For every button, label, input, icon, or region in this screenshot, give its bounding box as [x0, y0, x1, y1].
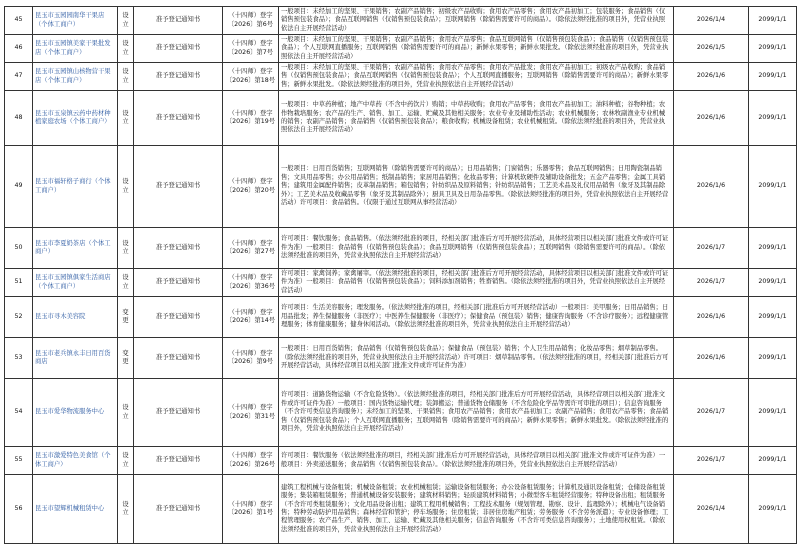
- change-type: 设立: [118, 91, 134, 146]
- change-type: 设立: [118, 379, 134, 447]
- registration-number: （十四师）登字〔2026〕第9号: [223, 338, 279, 379]
- end-date: 2099/1/1: [749, 297, 797, 338]
- row-number: 53: [5, 338, 33, 379]
- entity-name: 昆玉市寻木美容院: [33, 297, 118, 338]
- document-type: 准予登记通知书: [134, 35, 223, 63]
- business-scope: 一般项目：日用百货销售；食品销售（仅销售预包装食品）；保健食品（预包装）销售；个人卫生用品销售；化妆品零售；烟草制品零售。（除依法须经批准的项目外，凭营业执照依法自主开展经营活动）许可项目：烟草制品零售。（依法须经批准的项目，经相关部门批准后方可开展经营活动，具体经营项目以相关部门批准文件或许可证件为准）: [279, 338, 674, 379]
- end-date: 2099/1/1: [749, 35, 797, 63]
- start-date: 2026/1/7: [674, 269, 749, 297]
- business-scope: 许可项目：餐饮服务（依法须经批准的项目，经相关部门批准后方可开展经营活动，具体经营项目以相关部门批准文件或许可证件为准）一般项目：外卖递送服务；食品销售（仅销售预包装食品）。（除依法须经批准的项目外，凭营业执照依法自主开展经营活动）: [279, 447, 674, 475]
- table-row: [5, 379, 797, 447]
- row-number: 48: [5, 91, 33, 146]
- registration-number: （十四师）登字〔2026〕第1号: [223, 475, 279, 544]
- change-type: 设立: [118, 35, 134, 63]
- document-type: 准予登记通知书: [134, 379, 223, 447]
- document-type: 准予登记通知书: [134, 447, 223, 475]
- change-type: 设立: [118, 269, 134, 297]
- registration-table: [4, 6, 797, 544]
- start-date: 2026/1/6: [674, 338, 749, 379]
- row-number: 45: [5, 7, 33, 35]
- document-type: 准予登记通知书: [134, 475, 223, 544]
- start-date: 2026/1/7: [674, 228, 749, 269]
- start-date: 2026/1/7: [674, 447, 749, 475]
- change-type: 设立: [118, 475, 134, 544]
- start-date: 2026/1/7: [674, 379, 749, 447]
- end-date: 2099/1/1: [749, 475, 797, 544]
- table-row: [5, 7, 797, 35]
- registration-number: （十四师）登字〔2026〕第14号: [223, 297, 279, 338]
- document-type: 准予登记通知书: [134, 269, 223, 297]
- change-type: 变更: [118, 297, 134, 338]
- table-row: [5, 269, 797, 297]
- row-number: 47: [5, 63, 33, 91]
- end-date: 2099/1/1: [749, 269, 797, 297]
- change-type: 设立: [118, 228, 134, 269]
- registration-number: （十四师）登字〔2026〕第20号: [223, 146, 279, 228]
- registration-number: （十四师）登字〔2026〕第6号: [223, 7, 279, 35]
- entity-name: 昆玉市福轩格子商行（个体工商户）: [33, 146, 118, 228]
- start-date: 2026/1/6: [674, 63, 749, 91]
- row-number: 56: [5, 475, 33, 544]
- table-row: [5, 297, 797, 338]
- change-type: 变更: [118, 338, 134, 379]
- end-date: 2099/1/1: [749, 91, 797, 146]
- end-date: 2099/1/1: [749, 447, 797, 475]
- table-row: [5, 447, 797, 475]
- document-type: 准予登记通知书: [134, 63, 223, 91]
- business-scope: 一般项目：中草药种植；地产中草药（不含中药饮片）购销；中草药收购；食用农产品零售；食用农产品初加工；油料种植；谷物种植；农作物栽培服务；农产品的生产、销售、加工、运输、贮藏及其他相关服务；农业专业及辅助性活动；农业机械服务；农林牧副渔业专业机械的销售；农副产品销售；食品销售（仅销售预包装食品）；粮食收购；机械设备租赁；农业机械租赁。（除依法须经批准的项目外，凭营业执照依法自主开展经营活动）: [279, 91, 674, 146]
- business-scope: 许可项目：家禽饲养；家禽屠宰。（依法须经批准的项目，经相关部门批准后方可开展经营活动，具体经营项目以相关部门批准文件或许可证件为准）一般项目：食品销售（仅销售预包装食品）；饲料添加剂销售；牲畜销售。（除依法须经批准的项目外，凭营业执照依法自主开展经营活动）: [279, 269, 674, 297]
- entity-name: 昆玉市玉园镇俱家生活商店（个体工商户）: [33, 269, 118, 297]
- registration-number: （十四师）登字〔2026〕第31号: [223, 379, 279, 447]
- entity-name: 昆玉市爱华物流服务中心: [33, 379, 118, 447]
- end-date: 2099/1/1: [749, 379, 797, 447]
- document-type: 准予登记通知书: [134, 91, 223, 146]
- row-number: 49: [5, 146, 33, 228]
- registration-number: （十四师）登字〔2026〕第26号: [223, 447, 279, 475]
- table-row: [5, 475, 797, 544]
- entity-name: 昆玉市李夏奶茶店（个体工商户）: [33, 228, 118, 269]
- row-number: 50: [5, 228, 33, 269]
- registration-number: （十四师）登字〔2026〕第27号: [223, 228, 279, 269]
- start-date: 2026/1/4: [674, 475, 749, 544]
- start-date: 2026/1/5: [674, 35, 749, 63]
- row-number: 52: [5, 297, 33, 338]
- business-scope: 许可项目：生活美容服务；理发服务。（依法须经批准的项目，经相关部门批准后方可开展经营活动）一般项目：美甲服务；日用品销售；日用品批发；养生保健服务（非医疗）；中医养生保健服务（非医疗）；保健食品（预包装）销售；健康咨询服务（不含诊疗服务）；远程健康管理服务；体育健康服务；健身休闲活动。（除依法须经批准的项目外，凭营业执照依法自主开展经营活动）: [279, 297, 674, 338]
- row-number: 55: [5, 447, 33, 475]
- table-row: [5, 91, 797, 146]
- business-scope: 许可项目：道路货物运输（不含危险货物）。（依法须经批准的项目，经相关部门批准后方可开展经营活动，具体经营项目以相关部门批准文件或许可证件为准）一般项目：国内货物运输代理；装卸搬运；普通货物仓储服务（不含危险化学品等需许可审批的项目）；信息咨询服务（不含许可类信息咨询服务）；未经加工的坚果、干果销售；食用农产品销售；食用农产品初加工；农副产品销售；食用农产品零售；食品销售（仅销售预包装食品）；个人互联网直播服务；互联网销售（除销售需要许可的商品）；新鲜水果零售；新鲜水果批发。（除依法须经批准的项目外，凭营业执照依法自主开展经营活动）: [279, 379, 674, 447]
- document-type: 准予登记通知书: [134, 338, 223, 379]
- entity-name: 昆玉市玉园镇山核物营干果店（个体工商户）: [33, 63, 118, 91]
- entity-name: 昆玉市玉园园南华干果店（个体工商户）: [33, 7, 118, 35]
- business-scope: 建筑工程机械与设备租赁；机械设备租赁；农业机械租赁；运输设备租赁服务；办公设备租赁服务；计算机及通讯设备租赁；仓储设备租赁服务；集装箱租赁服务；普通机械设备安装服务；建筑材料销售；轻质建筑材料销售；小微型客车租赁经营服务；特种设备出租；租赁服务（不含许可类租赁服务）；文化用品设备出租；建筑工程用机械销售；工程技术服务（规划管理、勘察、设计、监理除外）；机械电气设备销售；特种劳动防护用品销售；森林经营和管护；停车场服务；住房租赁；非居住房地产租赁；劳务服务（不含劳务派遣）；专业设备修理；工程管理服务；农产品生产、销售、加工、运输、贮藏及其他相关服务；信息咨询服务（不含许可类信息咨询服务）；土地使用权租赁。（除依法须经批准的项目外，凭营业执照依法自主开展经营活动）: [279, 475, 674, 544]
- table-row: [5, 228, 797, 269]
- change-type: 设立: [118, 447, 134, 475]
- document-type: 准予登记通知书: [134, 297, 223, 338]
- registration-number: （十四师）登字〔2026〕第18号: [223, 63, 279, 91]
- document-type: 准予登记通知书: [134, 228, 223, 269]
- end-date: 2099/1/1: [749, 63, 797, 91]
- change-type: 设立: [118, 146, 134, 228]
- change-type: 设立: [118, 63, 134, 91]
- entity-name: 昆玉市玉园镇美家干果批发店（个体工商户）: [33, 35, 118, 63]
- business-scope: 许可项目：餐饮服务；食品销售。（依法须经批准的项目，经相关部门批准后方可开展经营活动，具体经营项目以相关部门批准文件或许可证件为准）一般项目：食品销售（仅销售预包装食品）；食品互联网销售（仅销售预包装食品）；互联网销售（除销售需要许可的商品）。（除依法须经批准的项目外，凭营业执照依法自主开展经营活动）: [279, 228, 674, 269]
- row-number: 46: [5, 35, 33, 63]
- start-date: 2026/1/6: [674, 91, 749, 146]
- entity-name: 昆玉市望辉机械租赁中心: [33, 475, 118, 544]
- entity-name: 昆玉市老兵镇永丰日用百货商店: [33, 338, 118, 379]
- table-body: [5, 7, 797, 544]
- table-row: [5, 35, 797, 63]
- table-row: [5, 338, 797, 379]
- registration-number: （十四师）登字〔2026〕第19号: [223, 91, 279, 146]
- table-row: [5, 146, 797, 228]
- registration-number: （十四师）登字〔2026〕第36号: [223, 269, 279, 297]
- end-date: 2099/1/1: [749, 228, 797, 269]
- end-date: 2099/1/1: [749, 7, 797, 35]
- row-number: 54: [5, 379, 33, 447]
- registration-number: （十四师）登字〔2026〕第7号: [223, 35, 279, 63]
- end-date: 2099/1/1: [749, 146, 797, 228]
- entity-name: 昆玉市玉泉镇云药中药材种植家庭农场（个体工商户）: [33, 91, 118, 146]
- document-type: 准予登记通知书: [134, 146, 223, 228]
- table-row: [5, 63, 797, 91]
- business-scope: 一般项目：未经加工的坚果、干果销售；农副产品销售；食用农产品零售；食用农产品批发；食用农产品初加工；初级农产品收购；食品销售（仅销售预包装食品）；食品互联网销售（仅销售预包装食品）；个人互联网直播服务；互联网销售（除销售需要许可的商品）；新鲜水果零售；新鲜水果批发。（除依法须经批准的项目外，凭营业执照依法自主开展经营活动）: [279, 63, 674, 91]
- row-number: 51: [5, 269, 33, 297]
- business-scope: 一般项目：日用百货销售；互联网销售（除销售需要许可的商品）；日用品销售；门窗销售；乐器零售；食品互联网销售；日用陶瓷制品销售；文具用品零售；办公用品销售；纸制品销售；家居用品销售；化妆品零售；计算机软硬件及辅助设备批发；五金产品零售；金属工具销售；建筑用金属配件销售；皮革制品销售；箱包销售；针纺织品及原料销售；针纺织品销售；工艺美术品及礼仪用品销售（象牙及其制品除外）；工艺美术品及收藏品零售（象牙及其制品除外）；厨具卫具及日用杂品零售。（除依法须经批准的项目外，凭营业执照依法自主开展经营活动）许可项目：食品销售。（仅限于通过互联网从事经营活动）: [279, 146, 674, 228]
- start-date: 2026/1/6: [674, 297, 749, 338]
- business-scope: 一般项目：未经加工的坚果、干果销售；农副产品销售；食用农产品零售；食品互联网销售（仅销售预包装食品）；食品销售（仅销售预包装食品）；个人互联网直播服务；互联网销售（除销售需要许可的商品）；新鲜水果零售；新鲜水果批发。（除依法须经批准的项目外，凭营业执照依法自主开展经营活动）: [279, 35, 674, 63]
- end-date: 2099/1/1: [749, 338, 797, 379]
- entity-name: 昆玉市激爱特色美食馆（个体工商户）: [33, 447, 118, 475]
- document-type: 准予登记通知书: [134, 7, 223, 35]
- start-date: 2026/1/6: [674, 146, 749, 228]
- change-type: 设立: [118, 7, 134, 35]
- business-scope: 一般项目：未经加工的坚果、干果销售；农副产品销售；初级农产品收购；食用农产品零售；食用农产品初加工；包装服务；食品销售（仅销售预包装食品）；食品互联网销售（仅销售预包装食品）；互联网销售（除销售需要许可的商品）。（除依法须经批准的项目外，凭营业执照依法自主开展经营活动）: [279, 7, 674, 35]
- start-date: 2026/1/4: [674, 7, 749, 35]
